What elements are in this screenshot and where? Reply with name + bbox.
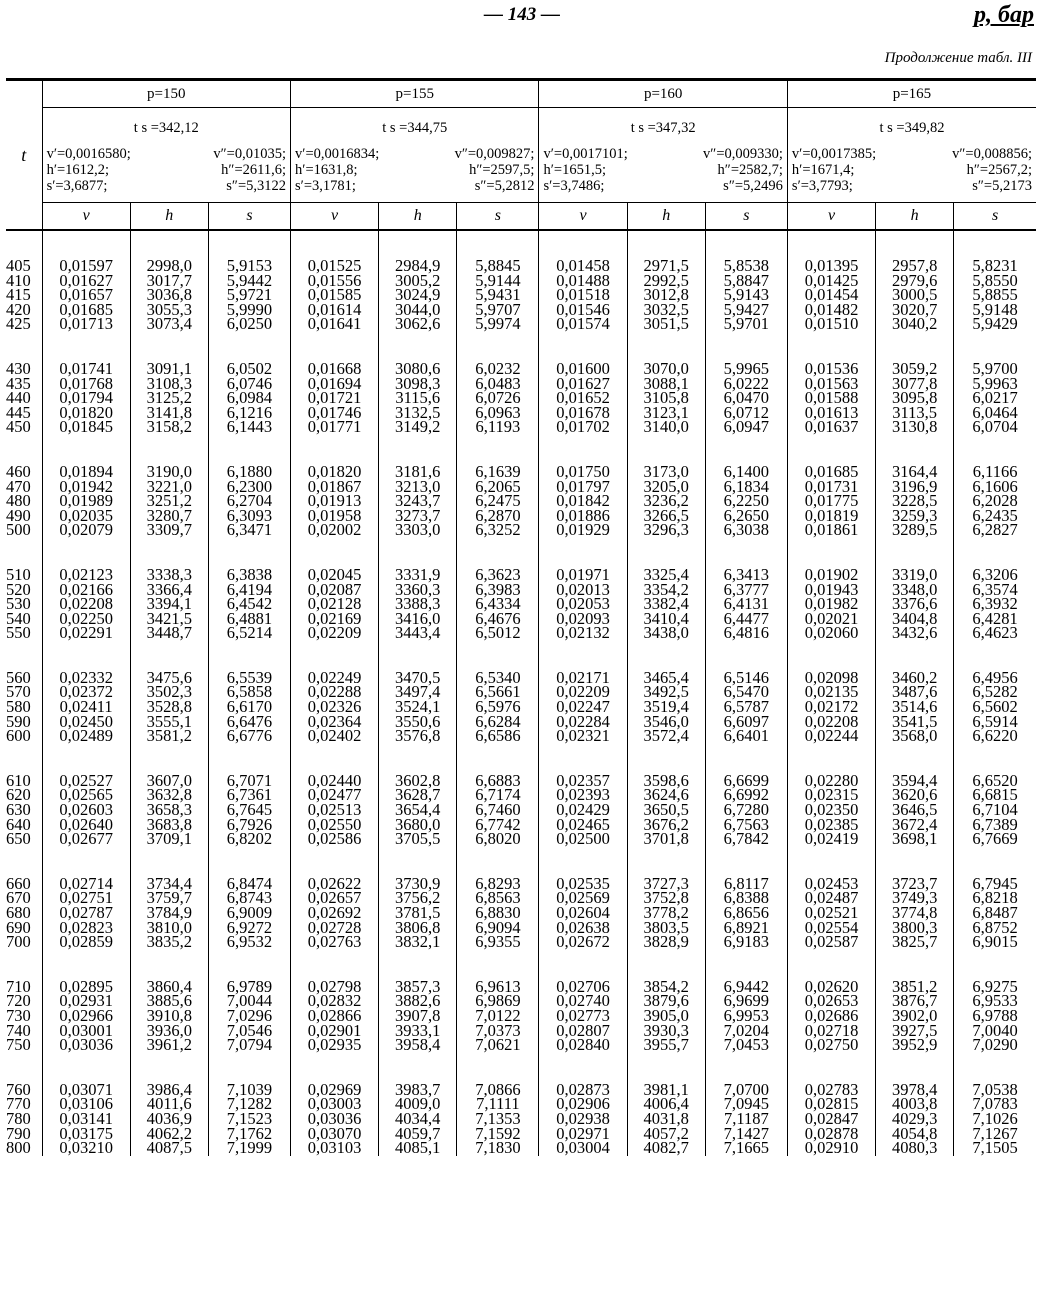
value-cell-s: 6,8117 6,8388 6,8656 6,8921 6,9183: [705, 877, 787, 950]
block-spacer: [6, 230, 1036, 259]
value-cell-s: 6,3206 6,3574 6,3932 6,4281 6,4623: [954, 568, 1036, 641]
value-cell-h: 3164,4 3196,9 3228,5 3259,3 3289,5: [876, 465, 954, 538]
value-cell-v: 0,02798 0,02832 0,02866 0,02901 0,02935: [291, 980, 379, 1053]
value-cell-v: 0,02895 0,02931 0,02966 0,03001 0,03036: [42, 980, 130, 1053]
value-cell-h: 3857,3 3882,6 3907,8 3933,1 3958,4: [379, 980, 457, 1053]
value-cell-s: 5,9965 6,0222 6,0470 6,0712 6,0947: [705, 362, 787, 435]
saturation-properties-165: [787, 108, 1036, 203]
value-cell-h: 3734,4 3759,7 3784,9 3810,0 3835,2: [130, 877, 208, 950]
value-cell-v: 0,02171 0,02209 0,02247 0,02284 0,02321: [539, 671, 627, 744]
value-cell-s: 5,9700 5,9963 6,0217 6,0464 6,0704: [954, 362, 1036, 435]
value-cell-v: 0,02706 0,02740 0,02773 0,02807 0,02840: [539, 980, 627, 1053]
temperature-cell: 760 770 780 790 800: [6, 1083, 42, 1156]
value-cell-v: 0,01820 0,01867 0,01913 0,01958 0,02002: [291, 465, 379, 538]
value-cell-s: 6,9442 6,9699 6,9953 7,0204 7,0453: [705, 980, 787, 1053]
saturation-properties-160: [539, 108, 787, 203]
value-cell-v: 0,01750 0,01797 0,01842 0,01886 0,01929: [539, 465, 627, 538]
value-cell-v: 0,02535 0,02569 0,02604 0,02638 0,02672: [539, 877, 627, 950]
value-cell-h: 3173,0 3205,0 3236,2 3266,5 3296,3: [627, 465, 705, 538]
prop-v-vapor: v″=0,008856;: [952, 146, 1032, 162]
prop-s-vapor: s″=5,2812: [474, 178, 535, 194]
prop-h-liquid: h′=1612,2;: [46, 162, 110, 178]
value-cell-s: 6,5340 6,5661 6,5976 6,6284 6,6586: [457, 671, 539, 744]
value-cell-v: 0,02357 0,02393 0,02429 0,02465 0,02500: [539, 774, 627, 847]
value-cell-s: 7,0538 7,0783 7,1026 7,1267 7,1505: [954, 1083, 1036, 1156]
value-cell-h: 3598,6 3624,6 3650,5 3676,2 3701,8: [627, 774, 705, 847]
prop-v-liquid: v′=0,0017385;: [791, 146, 877, 162]
value-cell-h: 3470,5 3497,4 3524,1 3550,6 3576,8: [379, 671, 457, 744]
value-cell-s: 6,9275 6,9533 6,9788 7,0040 7,0290: [954, 980, 1036, 1053]
value-cell-h: 3325,4 3354,2 3382,4 3410,4 3438,0: [627, 568, 705, 641]
prop-v-vapor: v″=0,009827;: [454, 146, 535, 162]
temperature-cell: 510 520 530 540 550: [6, 568, 42, 641]
value-cell-s: 6,0232 6,0483 6,0726 6,0963 6,1193: [457, 362, 539, 435]
value-cell-v: 0,01971 0,02013 0,02053 0,02093 0,02132: [539, 568, 627, 641]
column-header-s: s: [705, 203, 787, 231]
value-cell-v: 0,03071 0,03106 0,03141 0,03175 0,03210: [42, 1083, 130, 1156]
value-cell-h: 3854,2 3879,6 3905,0 3930,3 3955,7: [627, 980, 705, 1053]
value-cell-v: 0,02969 0,03003 0,03036 0,03070 0,03103: [291, 1083, 379, 1156]
column-header-v: v: [787, 203, 875, 231]
pressure-header-160: p=160: [539, 80, 787, 108]
block-spacer: [6, 641, 1036, 671]
value-cell-h: 3181,6 3213,0 3243,7 3273,7 3303,0: [379, 465, 457, 538]
value-cell-h: 3331,9 3360,3 3388,3 3416,0 3443,4: [379, 568, 457, 641]
value-cell-h: 3727,3 3752,8 3778,2 3803,5 3828,9: [627, 877, 705, 950]
value-cell-h: 3851,2 3876,7 3902,0 3927,5 3952,9: [876, 980, 954, 1053]
pressure-header-155: p=155: [291, 80, 539, 108]
table-row: [6, 362, 1036, 435]
prop-v-liquid: v′=0,0016834;: [295, 146, 380, 162]
value-cell-h: 2984,9 3005,2 3024,9 3044,0 3062,6: [379, 259, 457, 332]
value-cell-s: 5,8231 5,8550 5,8855 5,9148 5,9429: [954, 259, 1036, 332]
value-cell-v: 0,02332 0,02372 0,02411 0,02450 0,02489: [42, 671, 130, 744]
value-cell-s: 6,8474 6,8743 6,9009 6,9272 6,9532: [208, 877, 290, 950]
table-row: [6, 774, 1036, 847]
value-cell-h: 3983,7 4009,0 4034,4 4059,7 4085,1: [379, 1083, 457, 1156]
block-spacer: [6, 332, 1036, 362]
prop-s-liquid: s′=3,6877;: [46, 178, 108, 194]
value-cell-v: 0,01458 0,01488 0,01518 0,01546 0,01574: [539, 259, 627, 332]
column-header-v: v: [291, 203, 379, 231]
value-cell-h: 3465,4 3492,5 3519,4 3546,0 3572,4: [627, 671, 705, 744]
temperature-column-header: t: [6, 80, 42, 231]
value-cell-v: 0,02873 0,02906 0,02938 0,02971 0,03004: [539, 1083, 627, 1156]
value-cell-h: 2957,8 2979,6 3000,5 3020,7 3040,2: [876, 259, 954, 332]
value-cell-h: 3594,4 3620,6 3646,5 3672,4 3698,1: [876, 774, 954, 847]
value-cell-h: 3460,2 3487,6 3514,6 3541,5 3568,0: [876, 671, 954, 744]
prop-s-vapor: s″=5,2173: [972, 178, 1032, 194]
table-row: [6, 1083, 1036, 1156]
value-cell-s: 5,8538 5,8847 5,9143 5,9427 5,9701: [705, 259, 787, 332]
value-cell-h: 3059,2 3077,8 3095,8 3113,5 3130,8: [876, 362, 954, 435]
temperature-cell: 560 570 580 590 600: [6, 671, 42, 744]
value-cell-v: 0,02714 0,02751 0,02787 0,02823 0,02859: [42, 877, 130, 950]
table-row: [6, 568, 1036, 641]
block-spacer: [6, 847, 1036, 877]
value-cell-s: 6,3838 6,4194 6,4542 6,4881 6,5214: [208, 568, 290, 641]
saturation-temperature: t s =342,12: [133, 120, 199, 136]
value-cell-v: 0,01685 0,01731 0,01775 0,01819 0,01861: [787, 465, 875, 538]
value-cell-v: 0,02440 0,02477 0,02513 0,02550 0,02586: [291, 774, 379, 847]
value-cell-s: 6,3623 6,3983 6,4334 6,4676 6,5012: [457, 568, 539, 641]
value-cell-v: 0,02123 0,02166 0,02208 0,02250 0,02291: [42, 568, 130, 641]
block-spacer: [6, 950, 1036, 980]
table-row: [6, 671, 1036, 744]
prop-h-liquid: h′=1631,8;: [295, 162, 358, 178]
column-header-v: v: [539, 203, 627, 231]
table-continuation-caption: Продолжение табл. III: [884, 50, 1032, 66]
value-cell-s: 6,1880 6,2300 6,2704 6,3093 6,3471: [208, 465, 290, 538]
value-cell-v: 0,01902 0,01943 0,01982 0,02021 0,02060: [787, 568, 875, 641]
pressure-header-165: p=165: [787, 80, 1036, 108]
value-cell-h: 3981,1 4006,4 4031,8 4057,2 4082,7: [627, 1083, 705, 1156]
value-cell-h: 3190,0 3221,0 3251,2 3280,7 3309,7: [130, 465, 208, 538]
value-cell-v: 0,01894 0,01942 0,01989 0,02035 0,02079: [42, 465, 130, 538]
prop-v-liquid: v′=0,0016580;: [46, 146, 131, 162]
column-header-h: h: [627, 203, 705, 231]
column-header-v: v: [42, 203, 130, 231]
value-cell-s: 6,5539 6,5858 6,6170 6,6476 6,6776: [208, 671, 290, 744]
value-cell-s: 6,9613 6,9869 7,0122 7,0373 7,0621: [457, 980, 539, 1053]
value-cell-v: 0,01536 0,01563 0,01588 0,01613 0,01637: [787, 362, 875, 435]
value-cell-s: 7,0866 7,1111 7,1353 7,1592 7,1830: [457, 1083, 539, 1156]
value-cell-s: 6,4956 6,5282 6,5602 6,5914 6,6220: [954, 671, 1036, 744]
value-cell-s: 6,0502 6,0746 6,0984 6,1216 6,1443: [208, 362, 290, 435]
value-cell-v: 0,02098 0,02135 0,02172 0,02208 0,02244: [787, 671, 875, 744]
value-cell-s: 5,9153 5,9442 5,9721 5,9990 6,0250: [208, 259, 290, 332]
value-cell-v: 0,01600 0,01627 0,01652 0,01678 0,01702: [539, 362, 627, 435]
value-cell-v: 0,02249 0,02288 0,02326 0,02364 0,02402: [291, 671, 379, 744]
prop-h-vapor: h″=2597,5;: [469, 162, 535, 178]
value-cell-h: 3986,4 4011,6 4036,9 4062,2 4087,5: [130, 1083, 208, 1156]
value-cell-h: 3730,9 3756,2 3781,5 3806,8 3832,1: [379, 877, 457, 950]
value-cell-s: 6,7945 6,8218 6,8487 6,8752 6,9015: [954, 877, 1036, 950]
column-header-s: s: [954, 203, 1036, 231]
value-cell-s: 6,7071 6,7361 6,7645 6,7926 6,8202: [208, 774, 290, 847]
value-cell-v: 0,02622 0,02657 0,02692 0,02728 0,02763: [291, 877, 379, 950]
value-cell-h: 3080,6 3098,3 3115,6 3132,5 3149,2: [379, 362, 457, 435]
value-cell-v: 0,02045 0,02087 0,02128 0,02169 0,02209: [291, 568, 379, 641]
value-cell-h: 3070,0 3088,1 3105,8 3123,1 3140,0: [627, 362, 705, 435]
pressure-units-label: p, бар: [974, 2, 1034, 28]
temperature-cell: 430 435 440 445 450: [6, 362, 42, 435]
value-cell-h: 3091,1 3108,3 3125,2 3141,8 3158,2: [130, 362, 208, 435]
value-cell-h: 3607,0 3632,8 3658,3 3683,8 3709,1: [130, 774, 208, 847]
value-cell-s: 6,6520 6,6815 6,7104 6,7389 6,7669: [954, 774, 1036, 847]
steam-properties-table: [6, 78, 1036, 1156]
saturation-temperature: t s =344,75: [382, 120, 448, 136]
block-spacer: [6, 744, 1036, 774]
prop-s-liquid: s′=3,7793;: [791, 178, 853, 194]
value-cell-h: 3978,4 4003,8 4029,3 4054,8 4080,3: [876, 1083, 954, 1156]
value-cell-h: 3338,3 3366,4 3394,1 3421,5 3448,7: [130, 568, 208, 641]
column-header-s: s: [208, 203, 290, 231]
value-cell-v: 0,02453 0,02487 0,02521 0,02554 0,02587: [787, 877, 875, 950]
prop-h-liquid: h′=1651,5;: [543, 162, 606, 178]
value-cell-v: 0,01525 0,01556 0,01585 0,01614 0,01641: [291, 259, 379, 332]
value-cell-v: 0,02620 0,02653 0,02686 0,02718 0,02750: [787, 980, 875, 1053]
column-header-h: h: [379, 203, 457, 231]
temperature-cell: 660 670 680 690 700: [6, 877, 42, 950]
value-cell-s: 6,1166 6,1606 6,2028 6,2435 6,2827: [954, 465, 1036, 538]
block-spacer: [6, 435, 1036, 465]
prop-s-vapor: s″=5,2496: [723, 178, 783, 194]
value-cell-s: 6,3413 6,3777 6,4131 6,4477 6,4816: [705, 568, 787, 641]
value-cell-v: 0,01668 0,01694 0,01721 0,01746 0,01771: [291, 362, 379, 435]
prop-s-liquid: s′=3,1781;: [295, 178, 356, 194]
temperature-cell: 405 410 415 420 425: [6, 259, 42, 332]
prop-v-vapor: v″=0,009330;: [703, 146, 783, 162]
saturation-temperature: t s =347,32: [630, 120, 696, 136]
value-cell-s: 6,9789 7,0044 7,0296 7,0546 7,0794: [208, 980, 290, 1053]
value-cell-h: 3860,4 3885,6 3910,8 3936,0 3961,2: [130, 980, 208, 1053]
pressure-header-150: p=150: [42, 80, 290, 108]
value-cell-v: 0,02783 0,02815 0,02847 0,02878 0,02910: [787, 1083, 875, 1156]
prop-h-liquid: h′=1671,4;: [791, 162, 855, 178]
value-cell-h: 2971,5 2992,5 3012,8 3032,5 3051,5: [627, 259, 705, 332]
saturation-temperature: t s =349,82: [879, 120, 945, 136]
value-cell-v: 0,02527 0,02565 0,02603 0,02640 0,02677: [42, 774, 130, 847]
column-header-s: s: [457, 203, 539, 231]
value-cell-s: 6,6699 6,6992 6,7280 6,7563 6,7842: [705, 774, 787, 847]
prop-h-vapor: h″=2582,7;: [717, 162, 783, 178]
value-cell-v: 0,02280 0,02315 0,02350 0,02385 0,02419: [787, 774, 875, 847]
temperature-cell: 460 470 480 490 500: [6, 465, 42, 538]
prop-v-vapor: v″=0,01035;: [213, 146, 287, 162]
value-cell-v: 0,01741 0,01768 0,01794 0,01820 0,01845: [42, 362, 130, 435]
page-number: — 143 —: [484, 4, 560, 25]
temperature-cell: 610 620 630 640 650: [6, 774, 42, 847]
value-cell-h: 3475,6 3502,3 3528,8 3555,1 3581,2: [130, 671, 208, 744]
value-cell-s: 6,6883 6,7174 6,7460 6,7742 6,8020: [457, 774, 539, 847]
value-cell-s: 6,1400 6,1834 6,2250 6,2650 6,3038: [705, 465, 787, 538]
value-cell-h: 3602,8 3628,7 3654,4 3680,0 3705,5: [379, 774, 457, 847]
temperature-cell: 710 720 730 740 750: [6, 980, 42, 1053]
column-header-h: h: [876, 203, 954, 231]
prop-h-vapor: h″=2611,6;: [221, 162, 287, 178]
table-row: [6, 465, 1036, 538]
value-cell-v: 0,01597 0,01627 0,01657 0,01685 0,01713: [42, 259, 130, 332]
table-row: [6, 980, 1036, 1053]
value-cell-s: 7,0700 7,0945 7,1187 7,1427 7,1665: [705, 1083, 787, 1156]
prop-s-liquid: s′=3,7486;: [543, 178, 605, 194]
value-cell-s: 6,5146 6,5470 6,5787 6,6097 6,6401: [705, 671, 787, 744]
prop-s-vapor: s″=5,3122: [226, 178, 287, 194]
value-cell-v: 0,01395 0,01425 0,01454 0,01482 0,01510: [787, 259, 875, 332]
value-cell-s: 6,8293 6,8563 6,8830 6,9094 6,9355: [457, 877, 539, 950]
prop-h-vapor: h″=2567,2;: [966, 162, 1032, 178]
prop-v-liquid: v′=0,0017101;: [543, 146, 628, 162]
value-cell-h: 2998,0 3017,7 3036,8 3055,3 3073,4: [130, 259, 208, 332]
saturation-properties-155: [291, 108, 539, 203]
value-cell-h: 3319,0 3348,0 3376,6 3404,8 3432,6: [876, 568, 954, 641]
column-header-h: h: [130, 203, 208, 231]
block-spacer: [6, 538, 1036, 568]
value-cell-s: 7,1039 7,1282 7,1523 7,1762 7,1999: [208, 1083, 290, 1156]
block-spacer: [6, 1053, 1036, 1083]
value-cell-s: 6,1639 6,2065 6,2475 6,2870 6,3252: [457, 465, 539, 538]
value-cell-s: 5,8845 5,9144 5,9431 5,9707 5,9974: [457, 259, 539, 332]
saturation-properties-150: [42, 108, 290, 203]
value-cell-h: 3723,7 3749,3 3774,8 3800,3 3825,7: [876, 877, 954, 950]
table-row: [6, 259, 1036, 332]
table-row: [6, 877, 1036, 950]
